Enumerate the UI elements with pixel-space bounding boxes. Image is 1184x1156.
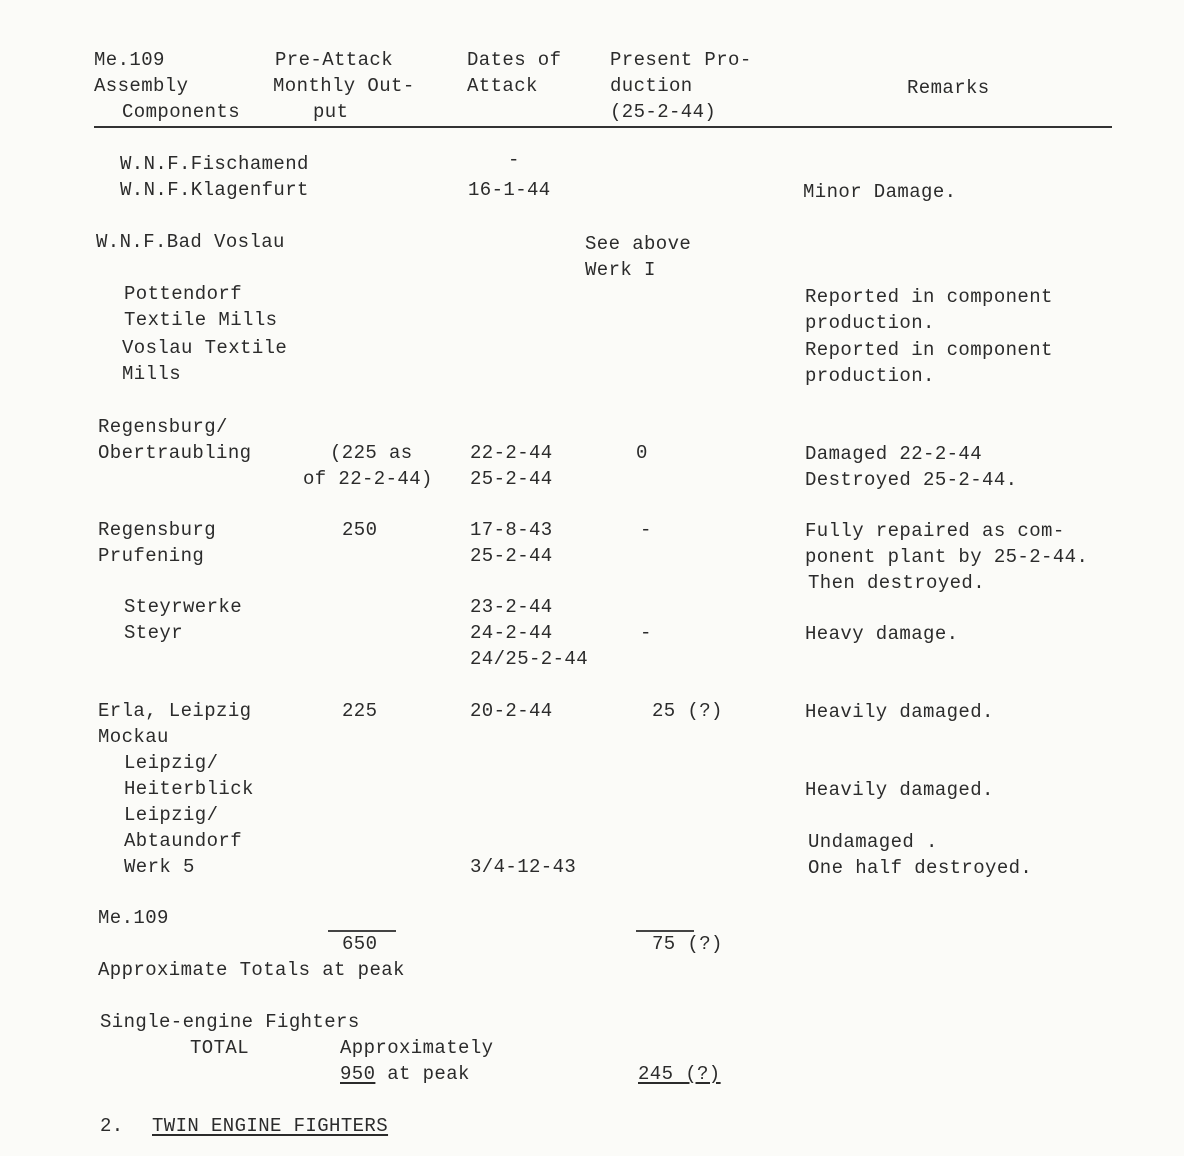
sef-totals-label2: TOTAL [190, 1037, 250, 1059]
remark-erla: Heavily damaged. [805, 701, 994, 723]
date-obertraubling-2: 25-2-44 [470, 468, 553, 490]
date-obertraubling-1: 22-2-44 [470, 442, 553, 464]
date-steyr-1: 23-2-44 [470, 596, 553, 618]
me109-total-output: 650 [342, 933, 378, 955]
plant-obertraubling-line1: Regensburg/ [98, 416, 228, 438]
sef-totals-output [340, 1061, 470, 1087]
remark-pottendorf-line2: production. [805, 312, 935, 334]
plant-abtaundorf-line2: Abtaundorf [124, 830, 243, 852]
remark-prufening-line2: ponent plant by 25-2-44. [805, 546, 1089, 568]
output-obertraubling-line2: of 22-2-44) [303, 468, 433, 490]
remark-klagenfurt: Minor Damage. [803, 181, 957, 203]
plant-obertraubling-line2: Obertraubling [98, 442, 252, 464]
plant-pottendorf-line2: Textile Mills [124, 309, 278, 331]
plant-bad-voslau: W.N.F.Bad Voslau [96, 231, 285, 253]
production-obertraubling: 0 [636, 442, 648, 464]
plant-pottendorf-line1: Pottendorf [124, 283, 243, 305]
plant-voslau-textile-line1: Voslau Textile [122, 337, 288, 359]
me109-totals-label-top: Me.109 [98, 907, 169, 929]
sef-totals-label1: Single-engine Fighters [100, 1011, 360, 1033]
sef-totals-production: 245 (?) [638, 1063, 721, 1085]
plant-steyr-line2: Steyr [124, 622, 184, 644]
header-rule [94, 126, 1112, 128]
date-klagenfurt: 16-1-44 [468, 179, 551, 201]
me109-totals-label-bottom: Approximate Totals at peak [98, 959, 405, 981]
plant-erla-line2: Mockau [98, 726, 169, 748]
remark-pottendorf-line1: Reported in component [805, 286, 1053, 308]
section-title: TWIN ENGINE FIGHTERS [152, 1115, 389, 1137]
plant-heiterblick-line1: Leipzig/ [124, 752, 219, 774]
sef-output-suffix: at peak [375, 1063, 470, 1085]
output-erla: 225 [342, 700, 378, 722]
remark-prufening-line3: Then destroyed. [808, 572, 986, 594]
me109-total-production: 75 (?) [652, 933, 723, 955]
production-erla: 25 (?) [652, 700, 723, 722]
header-components-line2: Assembly [94, 75, 189, 97]
remark-voslau-textile-line2: production. [805, 365, 935, 387]
plant-heiterblick-line2: Heiterblick [124, 778, 254, 800]
header-output-line2: Monthly Out- [273, 75, 415, 97]
output-obertraubling-line1: (225 as [330, 442, 413, 464]
date-werk5: 3/4-12-43 [470, 856, 577, 878]
header-production-line2: duction [610, 75, 693, 97]
date-fischamend: - [508, 149, 520, 171]
production-steyr: - [640, 622, 652, 644]
plant-prufening-line2: Prufening [98, 545, 205, 567]
remark-abtaundorf: Undamaged . [808, 831, 938, 853]
remark-werk5: One half destroyed. [808, 857, 1033, 879]
date-erla: 20-2-44 [470, 700, 553, 722]
header-dates-line2: Attack [467, 75, 538, 97]
production-bad-voslau-line1: See above [585, 233, 692, 255]
remark-steyr: Heavy damage. [805, 623, 959, 645]
production-bad-voslau-line2: Werk I [585, 259, 656, 281]
output-prufening: 250 [342, 519, 378, 541]
plant-voslau-textile-line2: Mills [122, 363, 182, 385]
header-dates-line1: Dates of [467, 49, 562, 71]
remark-obertraubling-line1: Damaged 22-2-44 [805, 443, 983, 465]
header-output-line3: put [313, 101, 349, 123]
plant-steyr-line1: Steyrwerke [124, 596, 243, 618]
remark-obertraubling-line2: Destroyed 25-2-44. [805, 469, 1018, 491]
header-production-line3: (25-2-44) [610, 101, 717, 123]
date-steyr-2: 24-2-44 [470, 622, 553, 644]
remark-voslau-textile-line1: Reported in component [805, 339, 1053, 361]
plant-klagenfurt: W.N.F.Klagenfurt [120, 179, 309, 201]
header-components-line3: Components [122, 101, 241, 123]
plant-fischamend: W.N.F.Fischamend [120, 153, 309, 175]
header-components-line1: Me.109 [94, 49, 165, 71]
sef-output-value: 950 [340, 1063, 376, 1085]
remark-heiterblick: Heavily damaged. [805, 779, 994, 801]
plant-abtaundorf-line1: Leipzig/ [124, 804, 219, 826]
header-output-line1: Pre-Attack [275, 49, 394, 71]
header-production-line1: Present Pro- [610, 49, 752, 71]
production-prufening: - [640, 519, 652, 541]
date-prufening-2: 25-2-44 [470, 545, 553, 567]
date-steyr-3: 24/25-2-44 [470, 648, 589, 670]
sef-totals-approx: Approximately [340, 1037, 494, 1059]
plant-erla-line1: Erla, Leipzig [98, 700, 252, 722]
section-number: 2. [100, 1115, 124, 1137]
plant-werk5: Werk 5 [124, 856, 195, 878]
header-remarks: Remarks [907, 77, 990, 99]
plant-prufening-line1: Regensburg [98, 519, 217, 541]
date-prufening-1: 17-8-43 [470, 519, 553, 541]
remark-prufening-line1: Fully repaired as com- [805, 520, 1065, 542]
